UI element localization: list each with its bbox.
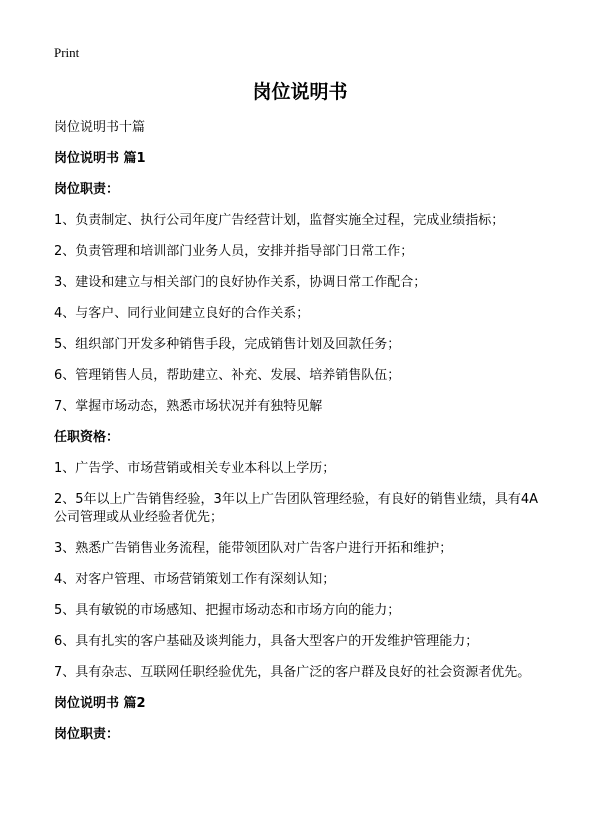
print-label: Print <box>54 45 80 60</box>
qualification-item: 3、熟悉广告销售业务流程，能带领团队对广告客户进行开拓和维护； <box>54 541 453 556</box>
qualification-item: 7、具有杂志、互联网任职经验优先，具备广泛的客户群及良好的社会资源者优先。 <box>54 665 531 680</box>
subsection-heading: 岗位职责： <box>54 727 120 742</box>
subsection-heading: 岗位职责： <box>54 182 120 197</box>
duty-item: 3、建设和建立与相关部门的良好协作关系，协调日常工作配合； <box>54 275 427 290</box>
qualification-item: 1、广告学、市场营销或相关专业本科以上学历； <box>54 461 336 476</box>
duty-item: 5、组织部门开发多种销售手段，完成销售计划及回款任务； <box>54 337 401 352</box>
document-title: 岗位说明书 <box>252 81 348 103</box>
duty-item: 2、负责管理和培训部门业务人员，安排并指导部门日常工作； <box>54 244 414 259</box>
duty-item: 1、负责制定、执行公司年度广告经营计划，监督实施全过程，完成业绩指标； <box>54 213 505 228</box>
duty-item: 4、与客户、同行业间建立良好的合作关系； <box>54 306 310 321</box>
document-intro: 岗位说明书十篇 <box>54 120 146 135</box>
section-heading: 岗位说明书 篇2 <box>54 696 146 711</box>
document-body <box>54 119 550 757</box>
duty-item: 6、管理销售人员，帮助建立、补充、发展、培养销售队伍； <box>54 368 401 383</box>
qualification-item: 6、具有扎实的客户基础及谈判能力，具备大型客户的开发维护管理能力； <box>54 634 479 649</box>
section-heading: 岗位说明书 篇1 <box>54 151 146 166</box>
qualification-item: 5、具有敏锐的市场感知、把握市场动态和市场方向的能力； <box>54 603 401 618</box>
qualification-item: 4、对客户管理、市场营销策划工作有深刻认知； <box>54 572 336 587</box>
duty-item: 7、掌握市场动态，熟悉市场状况并有独特见解 <box>54 399 323 414</box>
qualification-item: 2、5年以上广告销售经验，3年以上广告团队管理经验，有良好的销售业绩，具有4A公司管理或从业经验者优先； <box>54 492 538 525</box>
subsection-heading: 任职资格： <box>54 430 120 445</box>
